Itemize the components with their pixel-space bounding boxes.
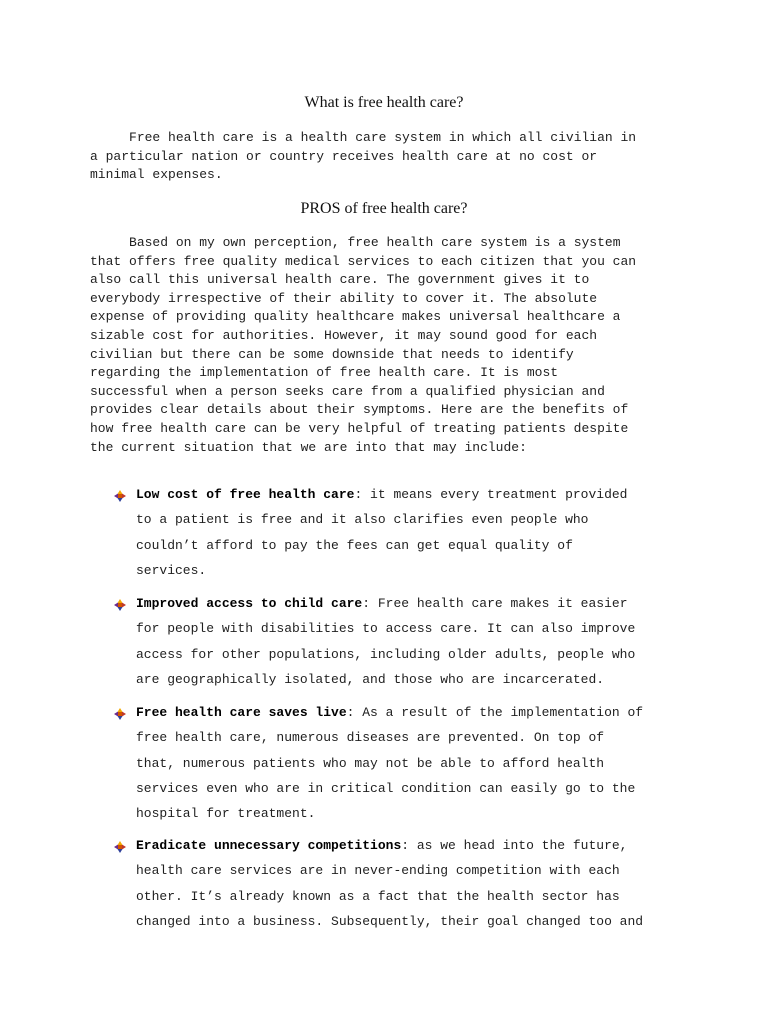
list-item-term: Low cost of free health care bbox=[136, 487, 355, 502]
list-item-text: : Free health care makes it easier for people with disabilities to access care. It can also improve access for other populations, including older adults, people who are geographically isolated, and those who are incarcerated. bbox=[136, 596, 636, 687]
section-heading-what-is: What is free health care? bbox=[304, 94, 464, 111]
pros-paragraph: Based on my own perception, free health care system is a system that offers free quality medical services to each citizen that you can also call this universal health care. The government gives it to everybody irrespective of their ability to cover it. The absolute expense of providing quality healthcare makes universal healthcare a sizable cost for authorities. However, it may sound good for each civilian but there can be some downside that needs to identify regarding the implementation of free health care. It is most successful when a person seeks care from a qualified physician and provides clear details about their symptoms. Here are the benefits of how free health care can be very helpful of treating patients despite the current situation that we are into that may include: bbox=[90, 235, 637, 455]
list-item-term: Free health care saves live bbox=[136, 705, 347, 720]
list-item-text: : as we head into the future, health care services are in never-ending competition with each other. It’s already known as a fact that the health sector has changed into a business. Subsequently, their goal changed too and bbox=[136, 838, 644, 929]
four-way-arrow-icon bbox=[114, 490, 126, 502]
list-item-text: : As a result of the implementation of free health care, numerous diseases are prevented. On top of that, numerous patients who may not be able to afford health services even who are in critical condition can easily go to the hospital for treatment. bbox=[136, 705, 644, 822]
list-item-text: : it means every treatment provided to a patient is free and it also clarifies even people who couldn’t afford to pay the fees can get equal quality of services. bbox=[136, 487, 628, 578]
four-way-arrow-icon bbox=[114, 708, 126, 720]
list-item-term: Eradicate unnecessary competitions bbox=[136, 838, 402, 853]
four-way-arrow-icon bbox=[114, 599, 126, 611]
definition-paragraph: Free health care is a health care system in which all civilian in a particular nation or country receives health care at no cost or minimal expenses. bbox=[90, 130, 637, 183]
four-way-arrow-icon bbox=[114, 841, 126, 853]
list-item-term: Improved access to child care bbox=[136, 596, 363, 611]
section-heading-pros: PROS of free health care? bbox=[300, 200, 468, 217]
